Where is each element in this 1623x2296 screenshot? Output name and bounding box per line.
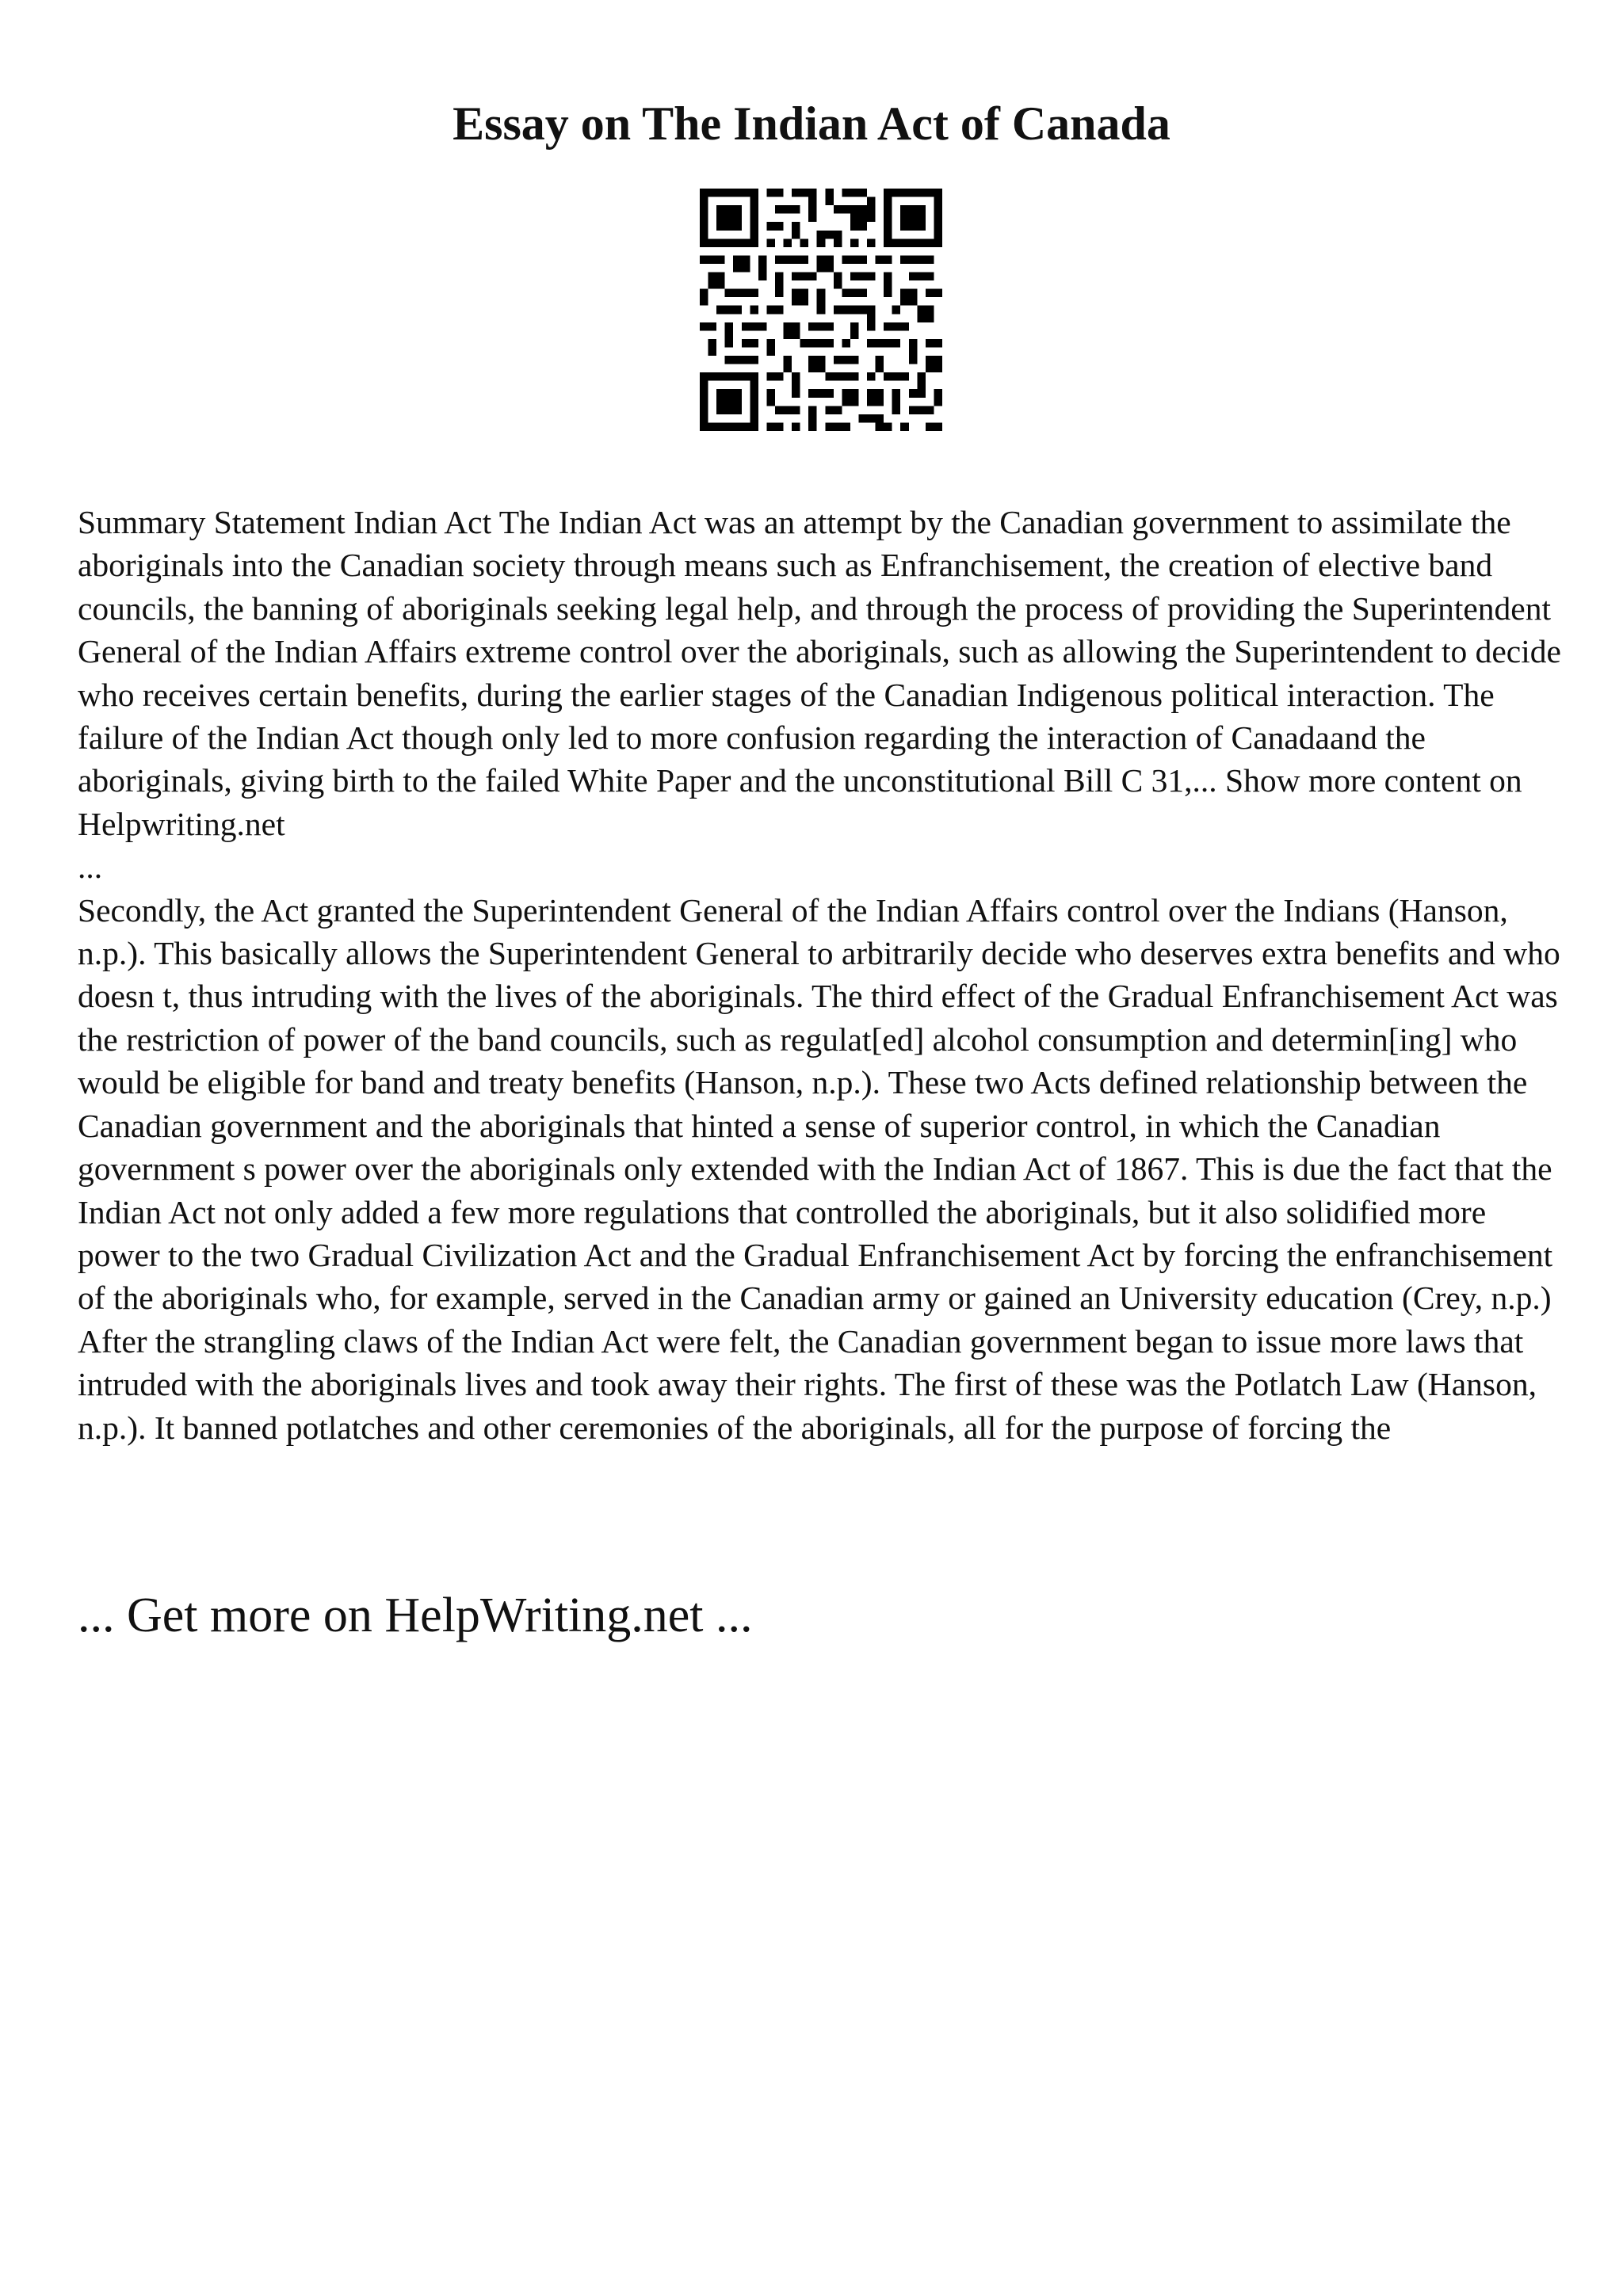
essay-body: [78, 501, 1568, 1449]
paragraph-summary: Summary Statement Indian Act The Indian Act was an attempt by the Canadian government to assimilate the aboriginals into the Canadian society through means such as Enfranchisement, the creation of elective band councils, the banning of aboriginals seeking legal help, and through the process of providing the Superintendent General of the Indian Affairs extreme control over the aboriginals, such as allowing the Superintendent to decide who receives certain benefits, during the earlier stages of the Canadian Indigenous political interaction. The failure of the Indian Act though only led to more confusion regarding the interaction of Canadaand the aboriginals, giving birth to the failed White Paper and the unconstitutional Bill C 31,... Show more content on Helpwriting.net: [78, 504, 1561, 842]
get-more-link[interactable]: ... Get more on HelpWriting.net ...: [78, 1589, 753, 1642]
ellipsis-separator: ...: [78, 849, 103, 886]
page-title: Essay on The Indian Act of Canada: [453, 97, 1170, 150]
qr-code-icon: [700, 189, 942, 431]
paragraph-secondly: Secondly, the Act granted the Superintendent General of the Indian Affairs control over the Indians (Hanson, n.p.). This basically allows the Superintendent General to arbitrarily decide who deserves extra benefits and who doesn t, thus intruding with the lives of the aboriginals. The third effect of the Gradual Enfranchisement Act was the restriction of power of the band councils, such as regulat[ed] alcohol consumption and determin[ing] who would be eligible for band and treaty benefits (Hanson, n.p.). These two Acts defined relationship between the Canadian government and the aboriginals that hinted a sense of superior control, in which the Canadian government s power over the aboriginals only extended with the Indian Act of 1867. This is due the fact that the Indian Act not only added a few more regulations that controlled the aboriginals, but it also solidified more power to the two Gradual Civilization Act and the Gradual Enfranchisement Act by forcing the enfranchisement of the aboriginals who, for example, served in the Canadian army or gained an University education (Crey, n.p.) After the strangling claws of the Indian Act were felt, the Canadian government began to issue more laws that intruded with the aboriginals lives and took away their rights. The first of these was the Potlatch Law (Hanson, n.p.). It banned potlatches and other ceremonies of the aboriginals, all for the purpose of forcing the: [78, 891, 1560, 1446]
